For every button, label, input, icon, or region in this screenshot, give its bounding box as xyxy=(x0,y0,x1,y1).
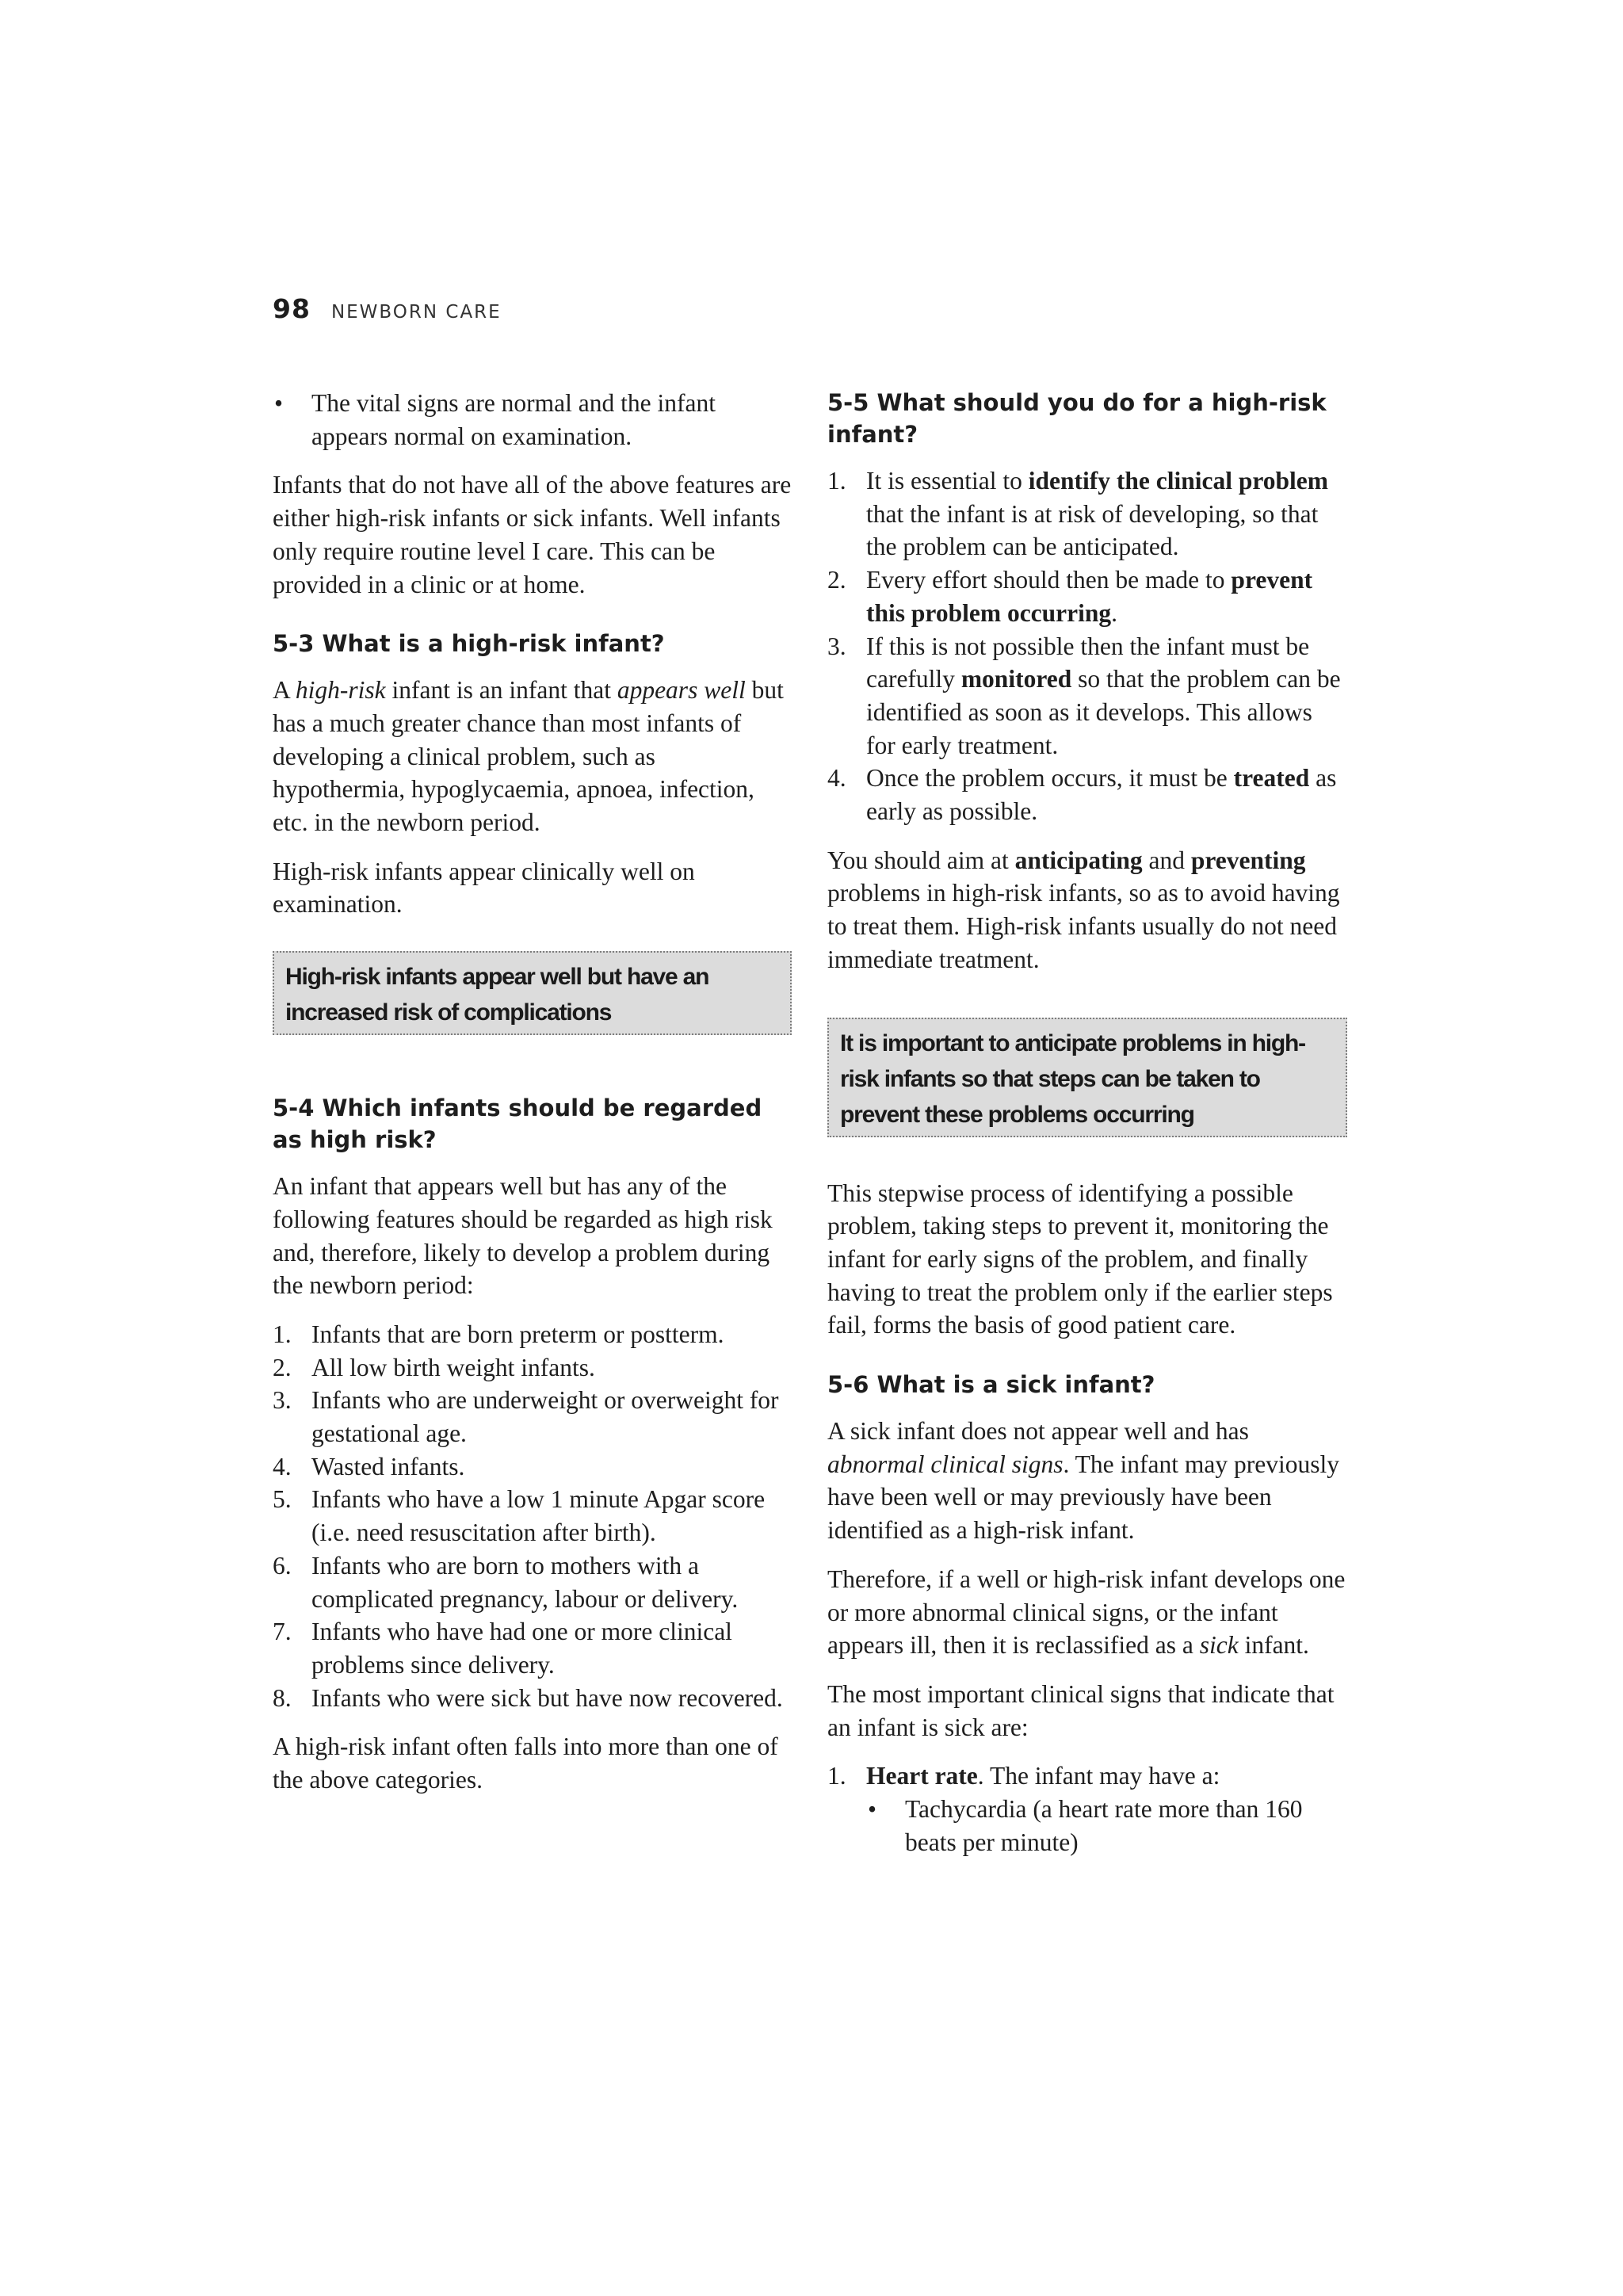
list-item: 1. Heart rate. The infant may have a: • Tachycardia (a heart rate more than 160 beats per minute) xyxy=(827,1759,1347,1859)
high-risk-feature-list xyxy=(273,1318,792,1714)
bullet-icon: • xyxy=(274,389,284,417)
paragraph-clinical-signs: The most important clinical signs that indicate that an infant is sick are: xyxy=(827,1679,1335,1741)
list-item: 8. Infants who were sick but have now recovered. xyxy=(273,1683,783,1712)
list-item: 3. If this is not possible then the infant must be carefully monitored so that the problem can be identified as soon as it develops. This allows for early treatment. xyxy=(827,632,1341,759)
paragraph-features: An infant that appears well but has any of the following features should be regarded as high risk and, therefore, likely to develop a problem during the newborn period: xyxy=(273,1172,773,1300)
heading-5-6: 5-6 What is a sick infant? xyxy=(827,1371,1155,1399)
callout-box-anticipate: It is important to anticipate problems in high-risk infants so that steps can be taken to prevent these problems occurring xyxy=(827,1018,1347,1137)
paragraph-well-infants: Infants that do not have all of the above features are either high-risk infants or sick infants. Well infants only require routine level I care. This can be provided in a clinic or at home. xyxy=(273,471,792,598)
high-risk-steps-list xyxy=(827,464,1347,828)
list-item: 2. All low birth weight infants. xyxy=(273,1353,595,1381)
clinical-signs-list xyxy=(827,1759,1347,1859)
paragraph-stepwise: This stepwise process of identifying a possible problem, taking steps to prevent it, monitoring the infant for early signs of the problem, and finally having to treat the problem only if the earlier steps fail, forms the basis of good patient care. xyxy=(827,1179,1333,1339)
list-item: 7. Infants who have had one or more clinical problems since delivery. xyxy=(273,1618,732,1679)
list-item: 1. Infants that are born preterm or postterm. xyxy=(273,1320,724,1348)
page-header xyxy=(273,293,502,333)
list-item: • The vital signs are normal and the infant appears normal on examination. xyxy=(273,387,792,453)
paragraph-aim: You should aim at anticipating and preventing problems in high-risk infants, so as to avoid having to treat them. High-risk infants usually do not need immediate treatment. xyxy=(827,846,1340,973)
bullet-icon: • xyxy=(868,1795,877,1824)
list-item: 3. Infants who are underweight or overweight for gestational age. xyxy=(273,1386,779,1448)
list-item: 5. Infants who have a low 1 minute Apgar score (i.e. need resuscitation after birth). xyxy=(273,1485,766,1547)
list-item: 4. Once the problem occurs, it must be treated as early as possible. xyxy=(827,764,1337,826)
list-item: 6. Infants who are born to mothers with a complicated pregnancy, labour or delivery. xyxy=(273,1551,739,1613)
heading-5-4: 5-4 Which infants should be regarded as high risk? xyxy=(273,1095,762,1154)
list-item: 1. It is essential to identify the clinical problem that the infant is at risk of developing, so that the problem can be anticipated. xyxy=(827,467,1329,561)
list-item: • Tachycardia (a heart rate more than 160 beats per minute) xyxy=(866,1793,1347,1859)
paragraph-reclassified: Therefore, if a well or high-risk infant develops one or more abnormal clinical signs, or the infant appears ill, then it is reclassified as a sick infant. xyxy=(827,1564,1346,1660)
page-number: 98 xyxy=(273,293,311,324)
paragraph-categories: A high-risk infant often falls into more than one of the above categories. xyxy=(273,1733,778,1794)
paragraph-appear-well: High-risk infants appear clinically well on examination. xyxy=(273,857,695,919)
callout-box-high-risk: High-risk infants appear well but have an increased risk of complications xyxy=(273,951,792,1035)
heart-rate-sublist xyxy=(866,1793,1347,1859)
list-item: 2. Every effort should then be made to prevent this problem occurring. xyxy=(827,566,1313,627)
heading-5-5: 5-5 What should you do for a high-risk infant? xyxy=(827,389,1327,448)
paragraph-high-risk-definition: A high-risk infant is an infant that appears well but has a much greater chance than most infants of developing a clinical problem, such as hypothermia, hypoglycaemia, apnoea, infection, etc. in the newborn period. xyxy=(273,676,784,837)
paragraph-sick-definition: A sick infant does not appear well and has abnormal clinical signs. The infant may previously have been well or may previously have been identified as a high-risk infant. xyxy=(827,1417,1339,1545)
intro-bullet-list xyxy=(273,387,792,453)
list-item: 4. Wasted infants. xyxy=(273,1452,465,1480)
heading-5-3: 5-3 What is a high-risk infant? xyxy=(273,630,665,658)
right-column xyxy=(827,387,1347,1875)
running-title: NEWBORN CARE xyxy=(330,302,502,323)
left-column xyxy=(273,387,792,1813)
